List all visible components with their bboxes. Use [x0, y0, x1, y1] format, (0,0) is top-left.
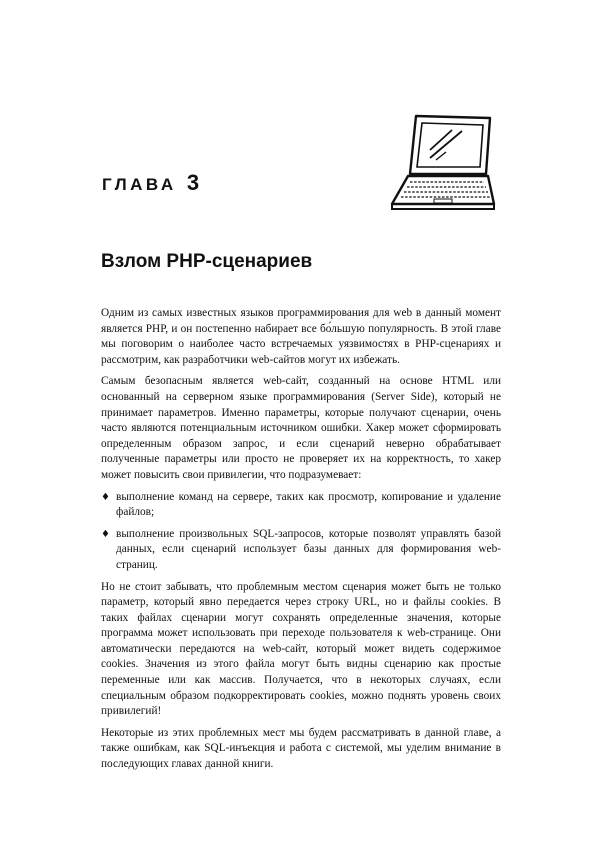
- chapter-word: ГЛАВА: [102, 175, 177, 194]
- diamond-bullet-icon: ♦: [101, 528, 110, 540]
- diamond-bullet-icon: ♦: [101, 491, 110, 503]
- bullet-item-text: выполнение команд на сервере, таких как просмотр, копирование и удаление файлов;: [116, 490, 501, 519]
- paragraph-2: Самым безопасным является web-сайт, созданный на основе HTML или основанный на серверном языке программирования (Server Side), который не принимает параметров. Именно параметры, которые получают сценарии, очень часто являются потенциальным источником ошибки. Хакер может сформировать определенным образом запрос, и если сценарий неверно обрабатывает полученные параметры или просто не проверяет их на корректность, то хакер может повысить свои привилегии, что подразумевает:: [101, 375, 501, 481]
- chapter-body: [101, 306, 501, 779]
- bullet-item: [101, 490, 501, 521]
- laptop-icon: [386, 112, 496, 214]
- paragraph-3: Но не стоит забывать, что проблемным местом сценария может быть не только параметр, который явно передается через строку URL, но и файлы cookies. В таких файлах сценарии могут сохранять определенные значения, которые программа может использовать при переходе пользователя к web-странице. Они автоматически передаются на web-сайт, который может видеть содержимое cookies. Значения из этого файла могут быть видны сценарию как простые переменные или как массив. Получается, что в некоторых случаях, если специальным образом подкорректировать cookies, можно поднять уровень своих привилегий!: [101, 580, 501, 718]
- paragraph-1: Одним из самых известных языков программирования для web в данный момент является PHP, и он постепенно набирает все бо́льшую популярность. В этой главе мы поговорим о наиболее часто встречаемых уязвимостях в PHP-сценариях и рассмотрим, как разработчики web-сайтов могут их избежать.: [101, 307, 501, 366]
- chapter-number: 3: [186, 170, 200, 195]
- bullet-item: [101, 527, 501, 574]
- paragraph-4: Некоторые из этих проблемных мест мы будем рассматривать в данной главе, а также ошибкам, как SQL-инъекция и работа с системой, мы уделим внимание в последующих главах данной книги.: [101, 726, 501, 771]
- bullet-list: [101, 490, 501, 574]
- chapter-title: Взлом PHP-сценариев: [101, 251, 313, 272]
- chapter-label: [102, 170, 199, 198]
- bullet-item-text: выполнение произвольных SQL-запросов, которые позволят управлять базой данных, если сценарий использует базы данных для формирования web-страниц.: [116, 527, 501, 571]
